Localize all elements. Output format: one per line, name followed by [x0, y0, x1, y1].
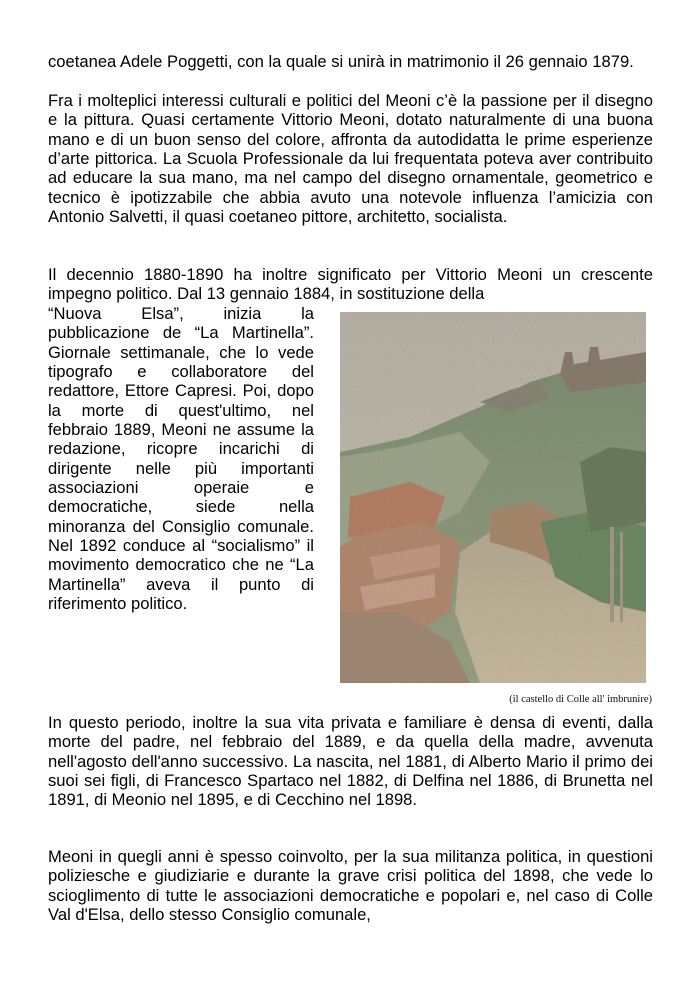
paragraph-3-wrapped: “Nuova Elsa”, inizia la pubblicazione de “La Martinella”. Giornale settimanale, che lo vede tipografo e collaboratore del redattore, Ettore Capresi. Poi, dopo la morte di quest'ultimo, nel febbraio 1889, Meoni ne assume la redazione, ricopre incarichi di dirigente nelle più importanti associazioni operaie e democratiche, siede nella minoranza del Consiglio comunale. Nel 1892 conduce al “socialismo” il movimento democratico che ne “La Martinella” aveva il punto di riferimento politico.: [48, 304, 314, 614]
paragraph-5: Meoni in quegli anni è spesso coinvolto, per la sua militanza politica, in questioni poliziesche e giudiziarie e durante la grave crisi politica del 1898, che vede lo scioglimento di tutte le associazioni democratiche e popolari e, nel caso di Colle Val d'Elsa, dello stesso Consiglio comunale,: [48, 847, 653, 925]
paragraph-2: Fra i molteplici interessi culturali e politici del Meoni c’è la passione per il disegno e la pittura. Quasi certamente Vittorio Meoni, dotato naturalmente di una buona mano e di un buon senso del colore, affronta da autodidatta le prime esperienze d’arte pittorica. La Scuola Professionale da lui frequentata poteva aver contribuito ad educare la sua mano, ma nel campo del disegno ornamentale, geometrico e tecnico è ipotizzabile che abbia avuto una notevole influenza l’amicizia con Antonio Salvetti, il quasi coetaneo pittore, architetto, socialista.: [48, 91, 653, 227]
paragraph-1: coetanea Adele Poggetti, con la quale si unirà in matrimonio il 26 gennaio 1879.: [48, 52, 634, 71]
paragraph-4: In questo periodo, inoltre la sua vita privata e familiare è densa di eventi, dalla morte del padre, nel febbraio del 1889, e da quella della madre, avvenuta nell'agosto dell'anno successivo. La nascita, nel 1881, di Alberto Mario il primo dei suoi sei figli, di Francesco Spartaco nel 1882, di Delfina nel 1886, di Brunetta nel 1891, di Meonio nel 1895, e di Cecchino nel 1898.: [48, 713, 653, 810]
figure-caption: (il castello di Colle all' imbrunire): [509, 694, 652, 705]
paragraph-3-lead: Il decennio 1880-1890 ha inoltre significato per Vittorio Meoni un crescente impegno politico. Dal 13 gennaio 1884, in sostituzione della: [48, 265, 653, 304]
painting-image: [340, 312, 646, 683]
